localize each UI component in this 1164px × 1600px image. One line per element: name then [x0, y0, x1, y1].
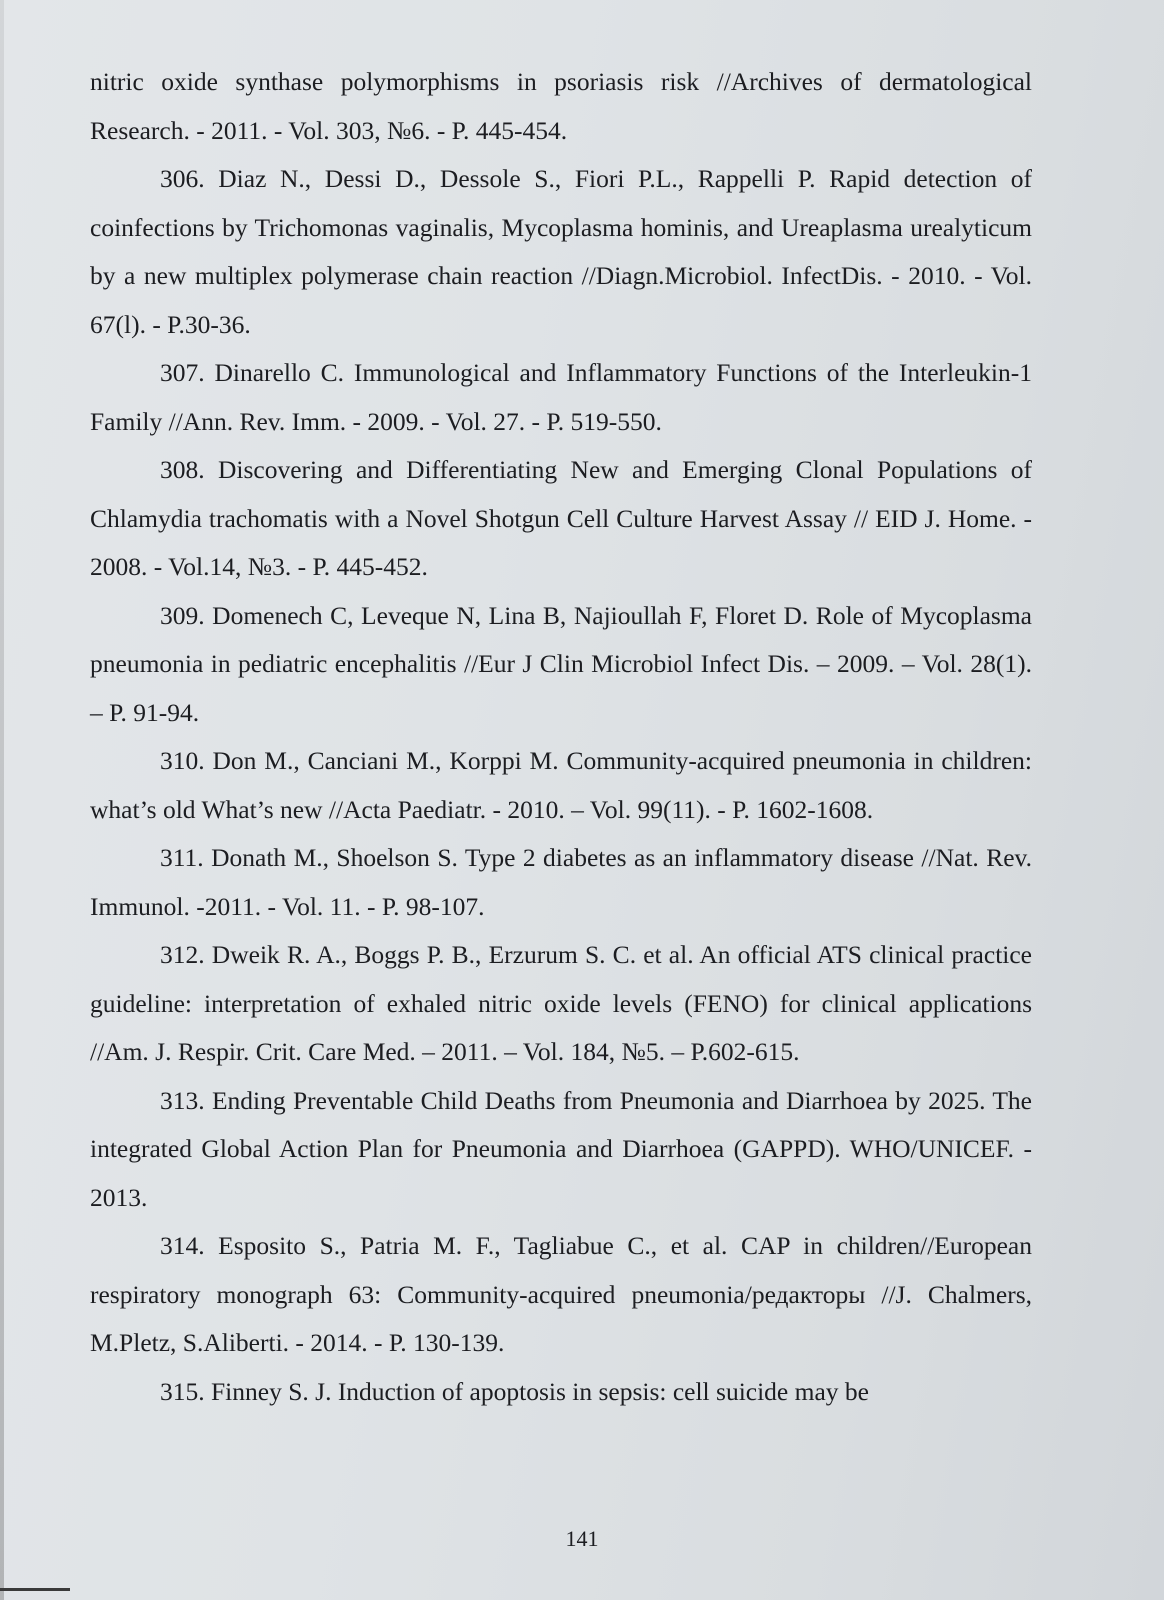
reference-309: 309. Domenech C, Leveque N, Lina B, Najioullah F, Floret D. Role of Mycoplasma pneumonia in pediatric encephalitis //Eur J Clin Microbiol Infect Dis. – 2009. – Vol. 28(1). – P. 91-94.	[90, 600, 1032, 727]
reference-311: 311. Donath M., Shoelson S. Type 2 diabetes as an inflammatory disease //Nat. Rev. Immunol. -2011. - Vol. 11. - P. 98-107.	[90, 843, 1032, 921]
reference-list	[90, 58, 1032, 1416]
reference-312: 312. Dweik R. A., Boggs P. B., Erzurum S. C. et al. An official ATS clinical practice guideline: interpretation of exhaled nitric oxide levels (FENO) for clinical applications //Am. J. Respir. Crit. Care Med. – 2011. – Vol. 184, №5. – P.602-615.	[90, 940, 1032, 1066]
reference-308: 308. Discovering and Differentiating New and Emerging Clonal Populations of Chlamydia trachomatis with a Novel Shotgun Cell Culture Harvest Assay // EID J. Home. - 2008. - Vol.14, №3. - P. 445-452.	[90, 455, 1032, 581]
page-left-edge-shadow	[0, 0, 4, 1600]
reference-314: 314. Esposito S., Patria M. F., Tagliabue C., et al. CAP in children//European respiratory monograph 63: Community-acquired pneumonia/редакторы //J. Chalmers, M.Pletz, S.Aliberti. - 2014. - P. 130-139.	[90, 1231, 1032, 1357]
reference-310: 310. Don M., Canciani M., Korppi M. Community-acquired pneumonia in children: what’s old What’s new //Acta Paediatr. - 2010. – Vol. 99(11). - P. 1602-1608.	[90, 746, 1032, 824]
reference-continuation: nitric oxide synthase polymorphisms in psoriasis risk //Archives of dermatological Research. - 2011. - Vol. 303, №6. - P. 445-454.	[90, 67, 1032, 145]
page-corner-mark	[0, 1588, 70, 1591]
reference-315: 315. Finney S. J. Induction of apoptosis in sepsis: cell suicide may be	[160, 1376, 869, 1406]
page-number: 141	[565, 1526, 599, 1551]
reference-313: 313. Ending Preventable Child Deaths from Pneumonia and Diarrhoea by 2025. The integrated Global Action Plan for Pneumonia and Diarrhoea (GAPPD). WHO/UNICEF. - 2013.	[90, 1085, 1032, 1212]
reference-307: 307. Dinarello C. Immunological and Inflammatory Functions of the Interleukin-1 Family //Ann. Rev. Imm. - 2009. - Vol. 27. - P. 519-550.	[90, 358, 1032, 436]
reference-306: 306. Diaz N., Dessi D., Dessole S., Fiori P.L., Rappelli P. Rapid detection of coinfections by Trichomonas vaginalis, Mycoplasma hominis, and Ureaplasma urealyticum by a new multiplex polymerase chain reaction //Diagn.Microbiol. InfectDis. - 2010. - Vol. 67(l). - P.30-36.	[90, 164, 1032, 339]
